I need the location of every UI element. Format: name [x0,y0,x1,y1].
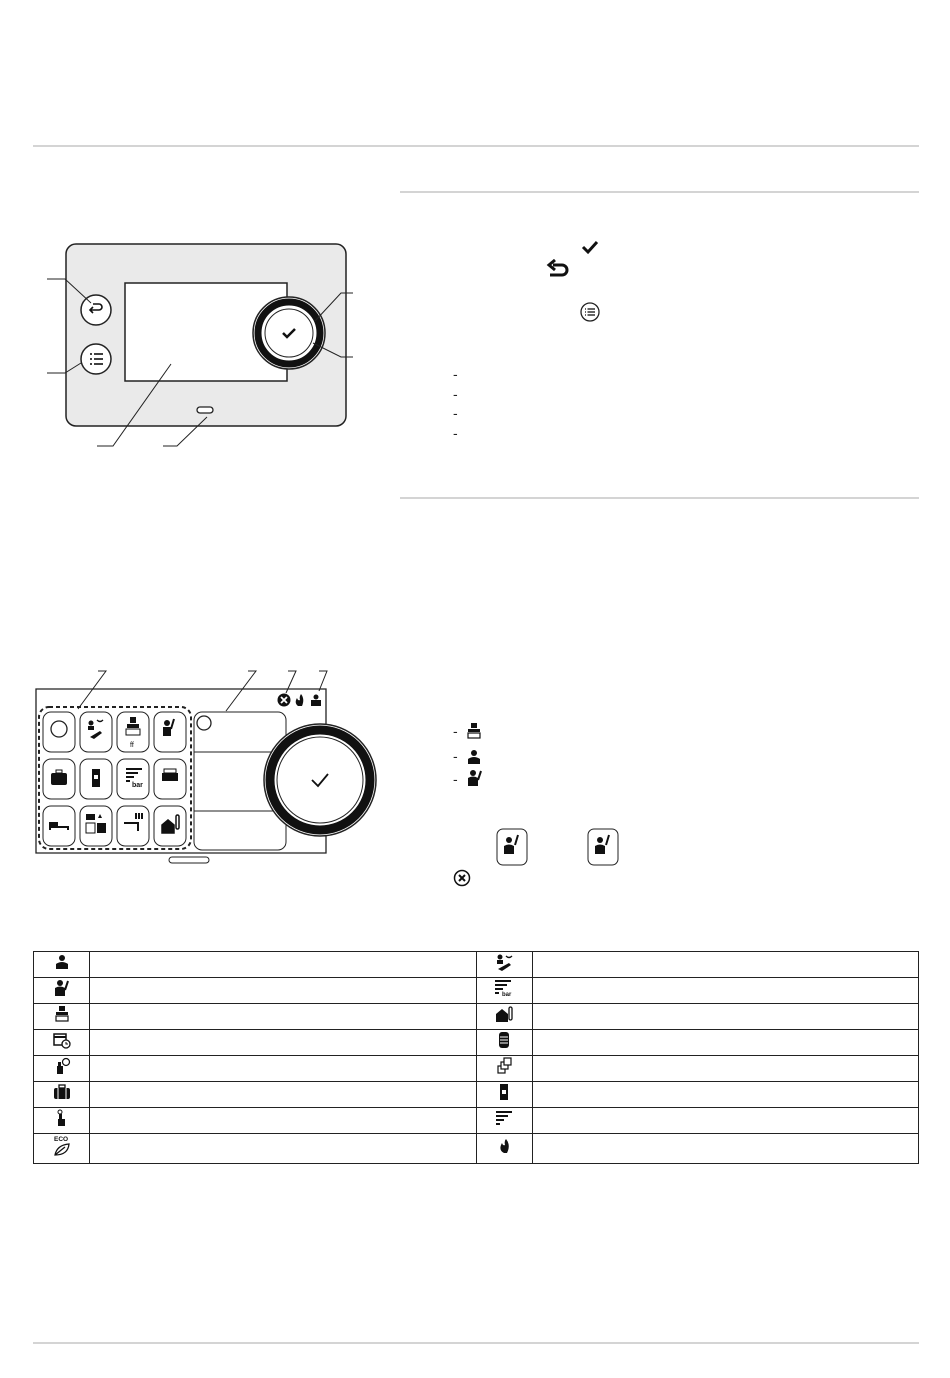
tile-buffer-tank[interactable] [80,806,112,846]
legend-text [532,1082,919,1108]
legend-text [532,1134,919,1164]
legend-text [90,1056,477,1082]
table-row [34,1082,919,1108]
error-icon [453,869,471,887]
tile-installer[interactable] [154,712,186,752]
radiator-icon [498,1083,510,1101]
status-led [197,407,213,413]
legend-text [90,1134,477,1164]
stacked-units-icon [496,1057,512,1075]
table-row [34,978,919,1004]
eco-label: ECO [53,1136,68,1143]
tile-pressure[interactable] [117,759,149,799]
legend-text [532,1108,919,1134]
boiler-icon [54,1005,70,1023]
list-dash-5: - [453,723,458,739]
control-unit-figure [33,235,373,465]
tile-boiler[interactable] [117,712,149,752]
legend-text [532,952,919,978]
list-dash-4: - [453,425,458,441]
pressure-unit: bar [132,782,143,789]
user-icon [55,954,69,970]
tile-phone-plane[interactable] [80,712,112,752]
menu-button[interactable] [81,344,111,374]
installer-button-2[interactable] [587,828,619,866]
error-icon [278,694,291,707]
tile-tap[interactable] [117,806,149,846]
radiator-icon [92,769,100,787]
menu-list-icon [579,301,601,323]
tile-suitcase[interactable] [43,759,75,799]
tile-radiator[interactable] [80,759,112,799]
table-row [34,1108,919,1134]
top-rule [33,145,919,147]
installer-icon [466,769,484,787]
display-overview-figure [30,665,380,870]
legend-text [90,978,477,1004]
icon-legend-table [33,951,919,1164]
house-thermometer-icon [494,1005,514,1023]
tile-bed[interactable] [43,806,75,846]
list-dash-1: - [453,366,458,382]
calendar-clock-icon [52,1031,72,1049]
phone-plane-icon [494,953,514,971]
installer-icon [53,979,71,997]
section-rule-2 [400,497,919,499]
table-row [34,1134,919,1164]
tile-empty[interactable] [43,712,75,752]
table-row [34,1030,919,1056]
pressure-bar-icon [493,979,515,997]
svg-text:ff: ff [130,742,134,749]
rotary-knob[interactable] [253,297,325,369]
boiler-icon [466,722,482,740]
buffer-tank-icon [497,1031,511,1049]
tile-house-thermometer[interactable] [154,806,186,846]
legend-text [532,978,919,1004]
table-row [34,1056,919,1082]
back-button[interactable] [81,295,111,325]
table-row [34,1004,919,1030]
rotary-knob[interactable] [264,724,376,836]
status-led [169,857,209,863]
hand-icon [55,1109,69,1127]
legend-text [532,1004,919,1030]
back-arrow-icon [546,259,570,279]
legend-text [90,1004,477,1030]
user-icon [467,749,481,765]
bottom-rule [33,1342,919,1344]
section-rule-1 [400,191,919,193]
list-dash-6: - [453,748,458,764]
legend-text [532,1030,919,1056]
legend-text [90,1082,477,1108]
eco-leaf-icon [50,1134,74,1158]
list-dash-2: - [453,386,458,402]
hand-clock-icon [53,1057,71,1075]
legend-text [532,1056,919,1082]
tile-sofa[interactable] [154,759,186,799]
suitcase-icon [52,1084,72,1100]
check-icon [580,239,600,255]
table-row [34,952,919,978]
flame-icon [498,1138,510,1154]
list-dash-7: - [453,771,458,787]
legend-text [90,1030,477,1056]
installer-button-1[interactable] [496,828,528,866]
legend-text [90,952,477,978]
pressure-lines-icon [494,1110,514,1126]
legend-text [90,1108,477,1134]
pressure-unit-label: bar [502,992,512,997]
list-dash-3: - [453,405,458,421]
